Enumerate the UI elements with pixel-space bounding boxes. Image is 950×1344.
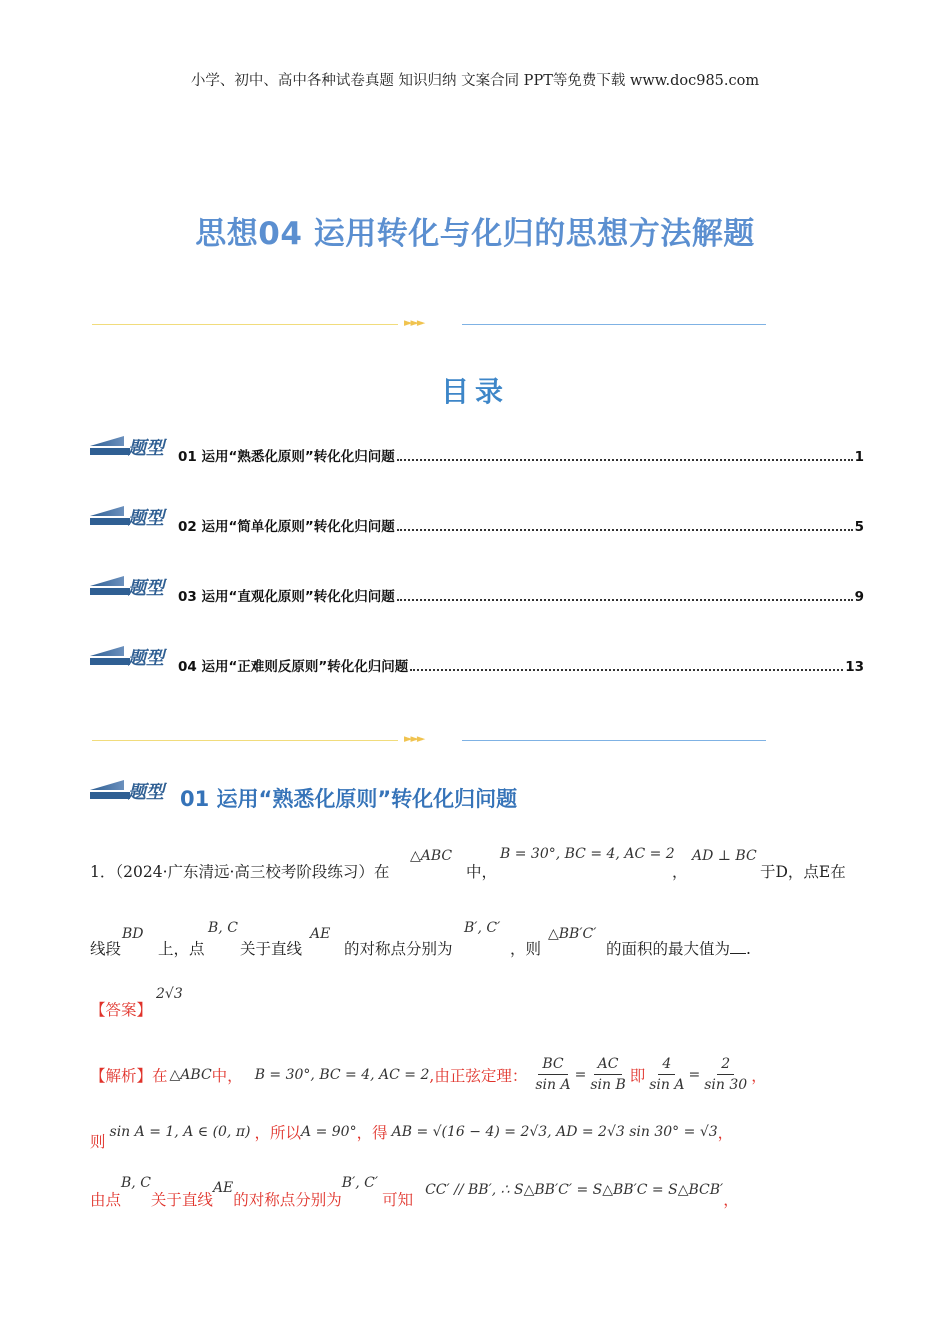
toc-item-label: 01 运用“熟悉化原则”转化化归问题 <box>178 449 395 465</box>
analysis-line-3: 由点 B, C 关于直线 AE 的对称点分别为 B′, C′ 可知 CC′ // BB′, ∴ S△BB′C′ = S△BB′C = S△BCB′ ， <box>90 1175 739 1209</box>
document-title: 思想04 运用转化与化归的思想方法解题 <box>195 216 755 252</box>
type-badge-icon: 题型 <box>90 646 172 668</box>
toc-item-page: 5 <box>854 519 864 535</box>
section-heading: 01 运用“熟悉化原则”转化化归问题 <box>180 787 518 811</box>
answer-blank <box>730 953 746 954</box>
toc-item-page: 13 <box>845 659 864 675</box>
answer-value: 2√3 <box>156 986 183 1002</box>
answer-label: 【答案】 <box>90 1001 153 1019</box>
toc-item-label: 02 运用“简单化原则”转化化归问题 <box>178 519 395 535</box>
toc-item-label: 04 运用“正难则反原则”转化化归问题 <box>178 659 409 675</box>
arrow-icon: ►►► <box>404 732 424 745</box>
analysis-line-1: 【解析】 在 △ABC 中， B = 30°, BC = 4, AC = 2 ,由正弦定理： $\frac{BC}{\text{sin A}}$ = $\frac{AC}{\text{sin B}}$ 即 $\frac{4}{\text{sin A}}$ = $\frac{2}{\sin 30}$ ， <box>90 1056 767 1093</box>
toc-item[interactable] <box>178 445 864 465</box>
math-given: B = 30°, BC = 4, AC = 2 <box>500 846 675 862</box>
type-badge-icon: 题型 <box>90 576 172 598</box>
toc-heading: 目录 <box>440 375 509 408</box>
math-triangle-abc: △ABC <box>410 848 453 864</box>
toc-item-label: 03 运用“直观化原则”转化化归问题 <box>178 589 395 605</box>
toc-item[interactable] <box>178 655 864 675</box>
math-perpendicular: AD ⊥ BC <box>692 848 757 864</box>
type-badge-icon: 题型 <box>90 780 172 802</box>
type-badge-icon: 题型 <box>90 436 172 458</box>
type-badge-icon: 题型 <box>90 506 172 528</box>
divider-top <box>92 318 766 332</box>
toc-item[interactable] <box>178 585 864 605</box>
analysis-line-2: 则 sin A = 1, A ∈ (0, π) ，所以 A = 90° ，得 AB = √(16 − 4) = 2√3, AD = 2√3 sin 30° = √3 ， <box>90 1124 734 1151</box>
toc-item-page: 9 <box>854 589 864 605</box>
problem-line-1: 1．（2024·广东清远·高三校考阶段练习）在 <box>90 863 390 881</box>
toc-item[interactable] <box>178 515 864 535</box>
toc-item-page: 1 <box>854 449 864 465</box>
question-ask: 的面积的最大值为 . <box>606 940 751 958</box>
arrow-icon: ►►► <box>404 316 424 329</box>
divider-bottom <box>92 734 766 748</box>
page-header: 小学、初中、高中各种试卷真题 知识归纳 文案合同 PPT等免费下载 www.doc985.com <box>190 73 760 89</box>
